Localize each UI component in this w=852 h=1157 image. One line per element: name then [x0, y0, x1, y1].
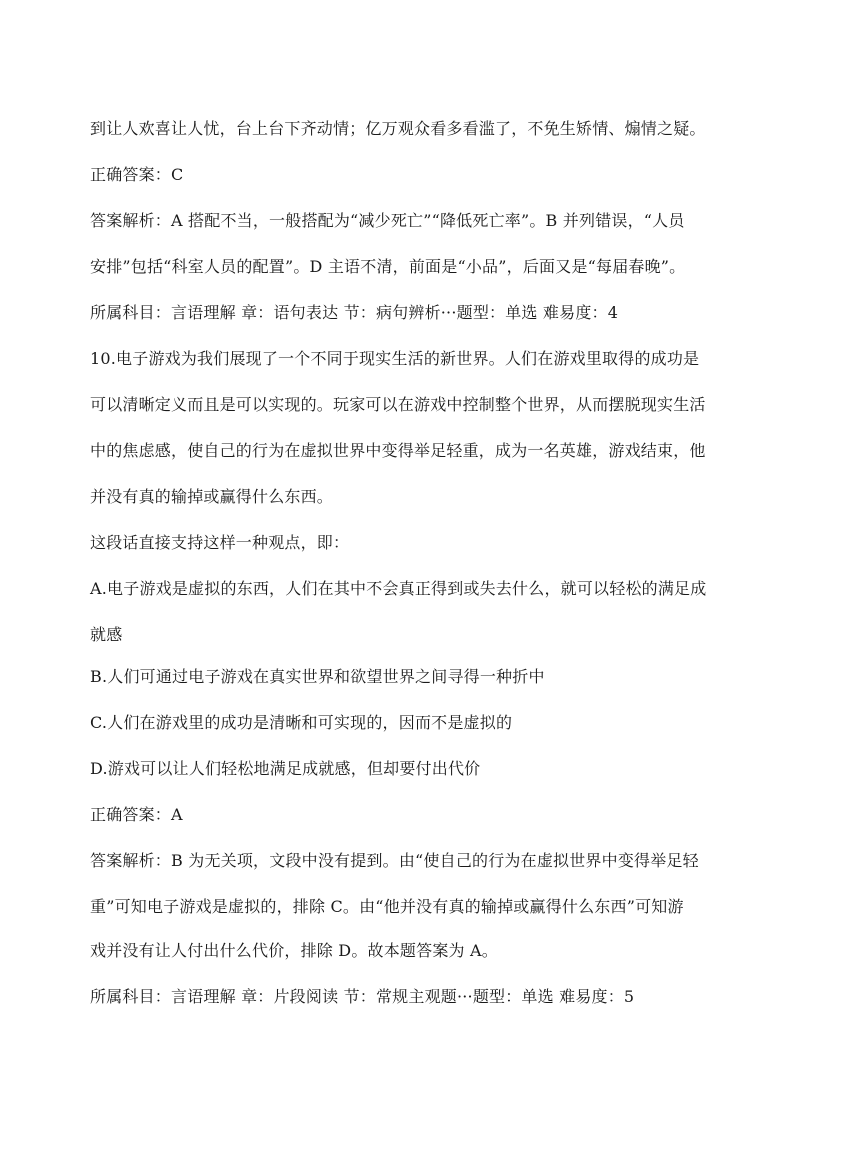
question-10-answer: 正确答案：A [90, 805, 183, 824]
question-10-analysis-line-1: 答案解析：B 为无关项，文段中没有提到。由“使自己的行为在虚拟世界中变得举足轻 [90, 851, 699, 870]
option-d: D.游戏可以让人们轻松地满足成就感，但却要付出代价 [90, 759, 481, 778]
option-a-line-2: 就感 [90, 625, 123, 644]
question-10-stem-line-2: 可以清晰定义而且是可以实现的。玩家可以在游戏中控制整个世界，从而摆脱现实生活 [90, 395, 706, 414]
option-a-line-1: A.电子游戏是虚拟的东西，人们在其中不会真正得到或失去什么，就可以轻松的满足成 [90, 579, 707, 598]
question-10-analysis-line-2: 重”可知电子游戏是虚拟的，排除 C。由“他并没有真的输掉或赢得什么东西”可知游 [90, 897, 684, 916]
question-10-stem-line-1: 10.电子游戏为我们展现了一个不同于现实生活的新世界。人们在游戏里取得的成功是 [90, 349, 700, 368]
question-10-meta: 所属科目：言语理解 章：片段阅读 节：常规主观题···题型：单选 难易度：5 [90, 987, 635, 1006]
prev-question-analysis-line-1: 答案解析：A 搭配不当，一般搭配为“减少死亡”“降低死亡率”。B 并列错误，“人员 [90, 211, 685, 230]
prev-question-answer: 正确答案：C [90, 165, 184, 184]
question-10-stem-line-4: 并没有真的输掉或赢得什么东西。 [90, 487, 334, 506]
prev-question-meta: 所属科目：言语理解 章：语句表达 节：病句辨析···题型：单选 难易度：4 [90, 303, 619, 322]
question-10-prompt: 这段话直接支持这样一种观点，即： [90, 533, 350, 552]
option-b: B.人们可通过电子游戏在真实世界和欲望世界之间寻得一种折中 [90, 667, 545, 686]
option-c: C.人们在游戏里的成功是清晰和可实现的，因而不是虚拟的 [90, 713, 513, 732]
prev-question-stem-tail: 到让人欢喜让人忧，台上台下齐动情；亿万观众看多看滥了，不免生矫情、煽情之疑。 [90, 119, 706, 138]
question-10-analysis-line-3: 戏并没有让人付出什么代价，排除 D。故本题答案为 A。 [90, 941, 498, 960]
prev-question-analysis-line-2: 安排”包括“科室人员的配置”。D 主语不清，前面是“小品”，后面又是“每届春晚”。 [90, 257, 686, 276]
question-10-stem-line-3: 中的焦虑感，使自己的行为在虚拟世界中变得举足轻重，成为一名英雄，游戏结束，他 [90, 441, 706, 460]
